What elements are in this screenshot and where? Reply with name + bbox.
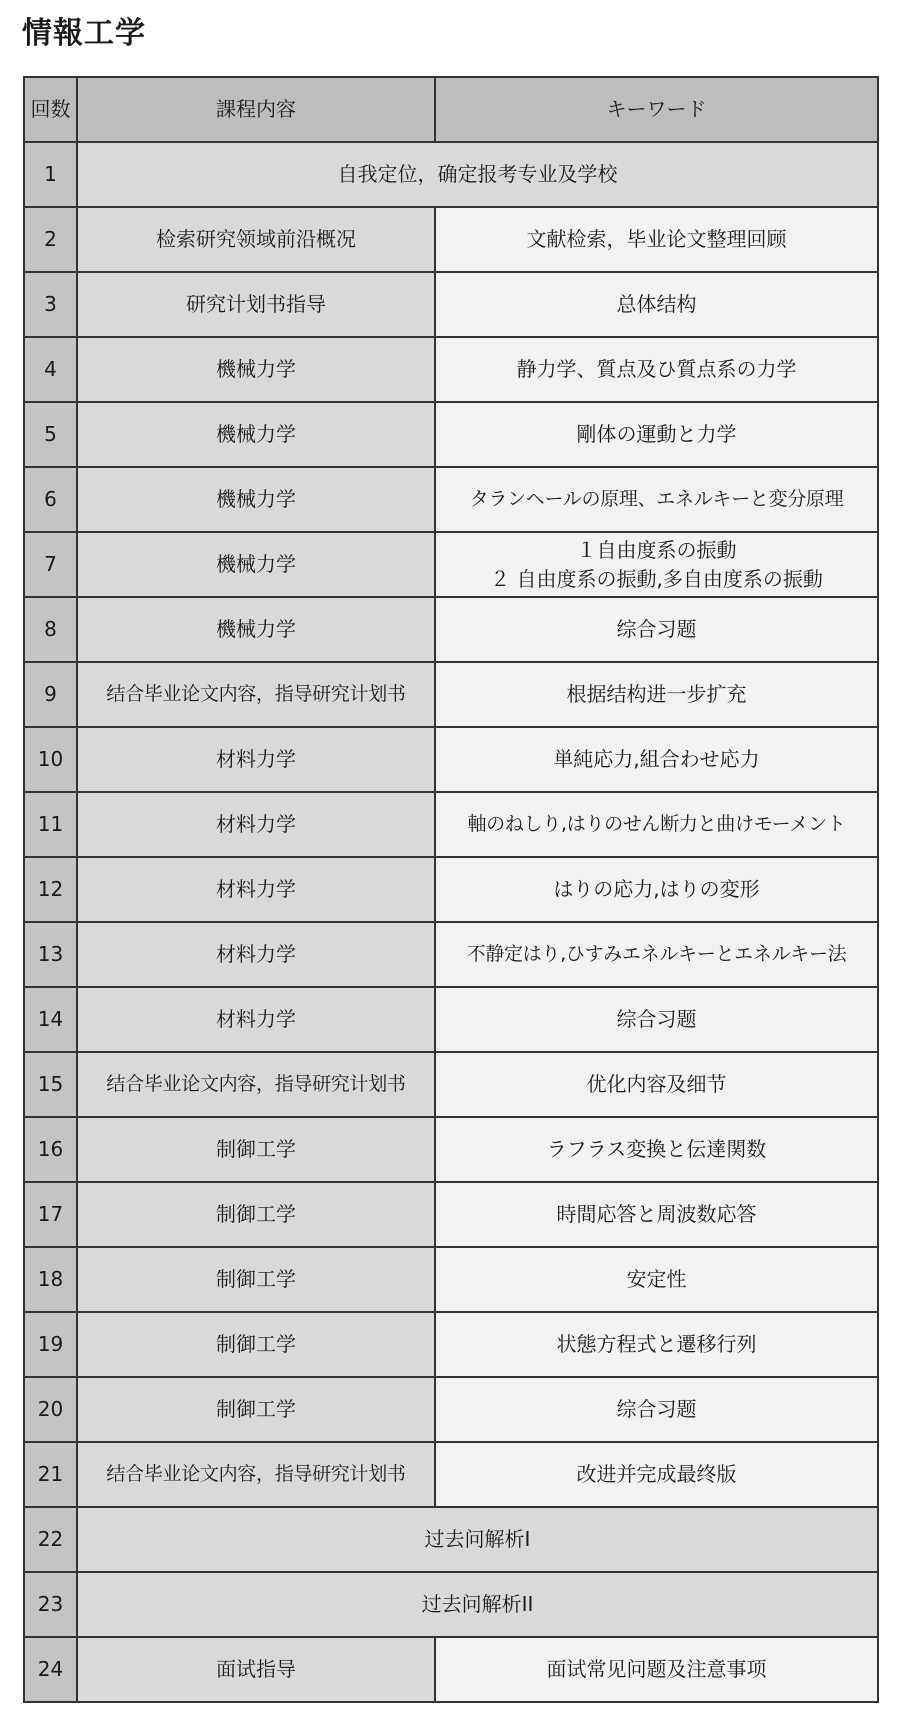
- row-content: 機械力学: [77, 337, 435, 402]
- row-content: 制御工学: [77, 1117, 435, 1182]
- row-keyword: はりの応力,はりの変形: [435, 857, 878, 922]
- row-num: 8: [24, 597, 77, 662]
- table-row: [24, 727, 878, 792]
- row-keyword: 改进并完成最终版: [435, 1442, 878, 1507]
- table-row: [24, 1442, 878, 1507]
- table-row: [24, 1637, 878, 1702]
- row-num: 1: [24, 142, 77, 207]
- header-row: [24, 77, 878, 142]
- table-header: [24, 77, 878, 142]
- table-row: [24, 662, 878, 727]
- row-keyword-line: ２ 自由度系の振動,多自由度系の振動: [490, 566, 823, 591]
- table-row: [24, 272, 878, 337]
- table-row: [24, 207, 878, 272]
- table-row: [24, 467, 878, 532]
- row-num: 9: [24, 662, 77, 727]
- table-row: [24, 597, 878, 662]
- row-keyword: ラフラス変換と伝達関数: [435, 1117, 878, 1182]
- row-num: 4: [24, 337, 77, 402]
- row-content: 材料力学: [77, 922, 435, 987]
- table-row: [24, 1117, 878, 1182]
- row-content: 機械力学: [77, 597, 435, 662]
- row-content: 機械力学: [77, 532, 435, 597]
- table-row: [24, 1247, 878, 1312]
- table-row: [24, 337, 878, 402]
- row-num: 21: [24, 1442, 77, 1507]
- row-content: 结合毕业论文内容，指导研究计划书: [77, 1442, 435, 1507]
- row-num: 12: [24, 857, 77, 922]
- row-num: 3: [24, 272, 77, 337]
- table-row: [24, 142, 878, 207]
- row-content: 制御工学: [77, 1182, 435, 1247]
- row-keyword-line: １自由度系の振動: [576, 537, 737, 562]
- row-keyword: 根据结构进一步扩充: [435, 662, 878, 727]
- row-content: 機械力学: [77, 467, 435, 532]
- row-num: 6: [24, 467, 77, 532]
- row-keyword: 単純応力,組合わせ応力: [435, 727, 878, 792]
- row-content: 材料力学: [77, 727, 435, 792]
- row-num: 5: [24, 402, 77, 467]
- row-keyword: 静力学、質点及ひ質点系の力学: [435, 337, 878, 402]
- row-content: 面试指导: [77, 1637, 435, 1702]
- row-keyword: 安定性: [435, 1247, 878, 1312]
- row-content: 制御工学: [77, 1247, 435, 1312]
- row-merged-content: 过去问解析II: [77, 1572, 878, 1637]
- row-num: 23: [24, 1572, 77, 1637]
- row-keyword: 综合习题: [435, 597, 878, 662]
- row-merged-content: 自我定位，确定报考专业及学校: [77, 142, 878, 207]
- row-num: 11: [24, 792, 77, 857]
- row-num: 13: [24, 922, 77, 987]
- row-num: 24: [24, 1637, 77, 1702]
- row-keyword: 优化内容及细节: [435, 1052, 878, 1117]
- row-content: 结合毕业论文内容，指导研究计划书: [77, 1052, 435, 1117]
- table-row: [24, 532, 878, 597]
- row-content: 材料力学: [77, 792, 435, 857]
- row-keyword: 综合习题: [435, 1377, 878, 1442]
- row-keyword: 不静定はり,ひすみエネルキーとエネルキー法: [435, 922, 878, 987]
- row-num: 16: [24, 1117, 77, 1182]
- header-content: 課程内容: [77, 77, 435, 142]
- row-num: 2: [24, 207, 77, 272]
- syllabus-table: [23, 76, 879, 1703]
- table-row: [24, 1572, 878, 1637]
- header-num: 回数: [24, 77, 77, 142]
- table-row: [24, 1052, 878, 1117]
- table-row: [24, 987, 878, 1052]
- row-keyword: 综合习题: [435, 987, 878, 1052]
- row-content: 研究计划书指导: [77, 272, 435, 337]
- row-keyword: 軸のねしり,はりのせん断力と曲けモーメント: [435, 792, 878, 857]
- table-body: [24, 142, 878, 1702]
- table-row: [24, 792, 878, 857]
- row-num: 14: [24, 987, 77, 1052]
- row-keyword: [435, 532, 878, 597]
- row-content: 機械力学: [77, 402, 435, 467]
- row-keyword: 時間応答と周波数応答: [435, 1182, 878, 1247]
- row-content: 材料力学: [77, 857, 435, 922]
- row-content: 制御工学: [77, 1377, 435, 1442]
- row-keyword: 总体结构: [435, 272, 878, 337]
- row-keyword: 剛体の運動と力学: [435, 402, 878, 467]
- header-keyword: キーワード: [435, 77, 878, 142]
- row-content: 结合毕业论文内容，指导研究计划书: [77, 662, 435, 727]
- row-content: 检索研究领域前沿概况: [77, 207, 435, 272]
- row-num: 20: [24, 1377, 77, 1442]
- table-row: [24, 402, 878, 467]
- table-row: [24, 1507, 878, 1572]
- row-keyword: 文献检索，毕业论文整理回顾: [435, 207, 878, 272]
- row-keyword: 面试常见问题及注意事项: [435, 1637, 878, 1702]
- row-keyword: 状態方程式と遷移行列: [435, 1312, 878, 1377]
- row-num: 19: [24, 1312, 77, 1377]
- table-row: [24, 1312, 878, 1377]
- row-content: 制御工学: [77, 1312, 435, 1377]
- row-merged-content: 过去问解析I: [77, 1507, 878, 1572]
- row-content: 材料力学: [77, 987, 435, 1052]
- row-num: 15: [24, 1052, 77, 1117]
- table-row: [24, 1182, 878, 1247]
- row-num: 18: [24, 1247, 77, 1312]
- table-row: [24, 857, 878, 922]
- page-title: 情報工学: [22, 16, 146, 51]
- row-num: 17: [24, 1182, 77, 1247]
- row-num: 22: [24, 1507, 77, 1572]
- table-row: [24, 922, 878, 987]
- table-row: [24, 1377, 878, 1442]
- row-keyword: タランヘールの原理、エネルキーと変分原理: [435, 467, 878, 532]
- row-num: 10: [24, 727, 77, 792]
- row-num: 7: [24, 532, 77, 597]
